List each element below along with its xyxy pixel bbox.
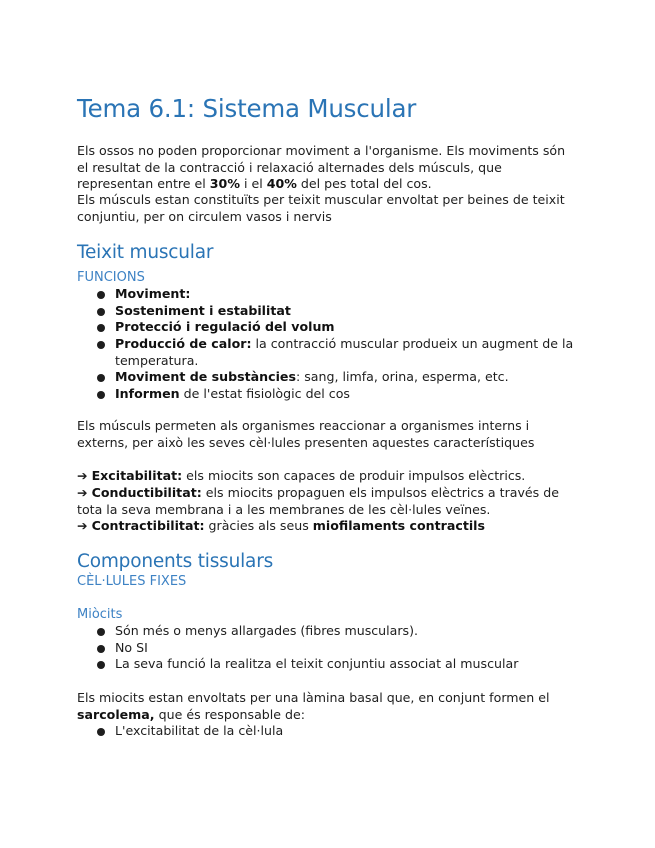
intro-paragraph-1: Els ossos no poden proporcionar moviment a l'organisme. Els moviments són el resultat de la contracció i relaxació alternades dels músculs, que representan entre el 30% i el 40% del pes total del cos. (77, 143, 566, 192)
bullet-icon (97, 374, 105, 382)
list-item: No SI (97, 640, 587, 657)
list-item: Producció de calor: la contracció muscular produeix un augment de la temperatura. (97, 336, 587, 369)
list-item: Informen de l'estat fisiològic del cos (97, 386, 587, 403)
bullet-icon (97, 728, 105, 736)
feature-item: ➔ Contractibilitat: gràcies als seus miofilaments contractils (77, 518, 485, 533)
section-heading-teixit: Teixit muscular (77, 242, 214, 263)
bullet-icon (97, 645, 105, 653)
list-item: Són més o menys allargades (fibres musculars). (97, 623, 587, 640)
page-title: Tema 6.1: Sistema Muscular (77, 94, 417, 123)
feature-item: ➔ Excitabilitat: els miocits son capaces de produir impulsos elèctrics. (77, 468, 526, 483)
arrow-icon: ➔ (77, 468, 88, 483)
bullet-icon (97, 661, 105, 669)
list-item: Protecció i regulació del volum (97, 319, 587, 336)
list-item: Sosteniment i estabilitat (97, 303, 587, 320)
bullet-icon (97, 308, 105, 316)
section-heading-components: Components tissulars (77, 551, 274, 572)
subheading-funcions: FUNCIONS (77, 270, 145, 285)
list-item: Moviment de substàncies: sang, limfa, orina, esperma, etc. (97, 369, 587, 386)
subheading-cellules-fixes: CÈL·LULES FIXES (77, 574, 187, 589)
components-paragraph: Els miocits estan envoltats per una làmina basal que, en conjunt formen el sarcolema, que és responsable de: (77, 690, 550, 722)
arrow-icon: ➔ (77, 485, 88, 500)
list-item: L'excitabilitat de la cèl·lula (97, 723, 587, 740)
bullet-icon (97, 324, 105, 332)
list-item: Moviment: (97, 286, 587, 303)
bullet-icon (97, 391, 105, 399)
feature-item: ➔ Conductibilitat: els miocits propaguen els impulsos elèctrics a través de tota la seva membrana i a les membranes de les cèl·lules veïnes. (77, 485, 559, 517)
teixit-paragraph: Els músculs permeten als organismes reaccionar a organismes interns i externs, per això les seves cèl·lules presenten aquestes característiques (77, 418, 535, 450)
bullet-icon (97, 628, 105, 636)
subheading-miocits: Miòcits (77, 607, 123, 622)
bullet-icon (97, 341, 105, 349)
intro-paragraph-2: Els músculs estan constituïts per teixit muscular envoltat per beines de teixit conjuntiu, per on circulem vasos i nervis (77, 192, 565, 224)
bullet-icon (97, 291, 105, 299)
arrow-icon: ➔ (77, 518, 88, 533)
list-item: La seva funció la realitza el teixit conjuntiu associat al muscular (97, 656, 587, 673)
